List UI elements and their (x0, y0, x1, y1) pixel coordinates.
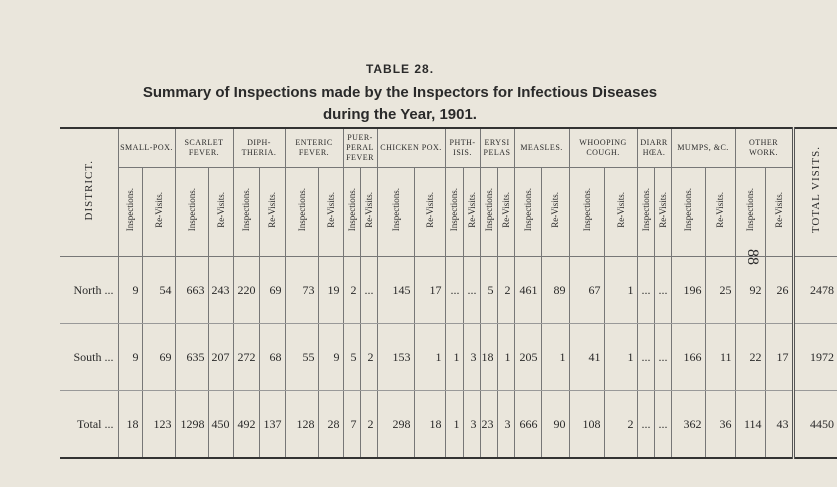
value-cell: 19 (318, 257, 343, 324)
revisits-header: Re-Visits. (604, 168, 637, 257)
value-cell: 43 (765, 391, 793, 459)
group-header: DIPH-THERIA. (233, 128, 285, 168)
value-cell: 243 (208, 257, 233, 324)
value-cell: ... (654, 324, 671, 391)
revisits-header: Re-Visits. (414, 168, 445, 257)
district-cell: South ... (60, 324, 118, 391)
inspections-header: Inspections. (285, 168, 318, 257)
value-cell: 36 (705, 391, 735, 459)
value-cell: 1 (414, 324, 445, 391)
value-cell: 18 (118, 391, 142, 459)
value-cell: 22 (735, 324, 765, 391)
value-cell: 2 (360, 391, 377, 459)
value-cell: 207 (208, 324, 233, 391)
value-cell: 69 (142, 324, 175, 391)
total-cell: 4450 (793, 391, 837, 459)
group-header: CHICKEN POX. (377, 128, 445, 168)
value-cell: 68 (259, 324, 285, 391)
value-cell: 90 (541, 391, 569, 459)
value-cell: 362 (671, 391, 705, 459)
inspections-header: Inspections. (514, 168, 541, 257)
value-cell: 3 (497, 391, 514, 459)
group-header: ENTERIC FEVER. (285, 128, 343, 168)
value-cell: 23 (480, 391, 497, 459)
table-row (60, 324, 837, 391)
revisits-header: Re-Visits. (142, 168, 175, 257)
total-cell: 2478 (793, 257, 837, 324)
value-cell: ... (637, 257, 654, 324)
value-cell: 5 (343, 324, 360, 391)
revisits-header: Re-Visits. (705, 168, 735, 257)
value-cell: 17 (414, 257, 445, 324)
value-cell: 461 (514, 257, 541, 324)
value-cell: 2 (497, 257, 514, 324)
value-cell: 153 (377, 324, 414, 391)
inspections-header: Inspections. (233, 168, 259, 257)
value-cell: 54 (142, 257, 175, 324)
subtitle-line-1: Summary of Inspections made by the Inspectors for Infectious Diseases (142, 84, 658, 101)
group-header: MUMPS, &C. (671, 128, 735, 168)
inspections-table (60, 127, 837, 459)
table-row (60, 391, 837, 459)
value-cell: 1 (541, 324, 569, 391)
district-cell: North ... (60, 257, 118, 324)
page-number: 88 (744, 249, 761, 265)
value-cell: 450 (208, 391, 233, 459)
group-header: ERYSI PELAS (480, 128, 514, 168)
revisits-header: Re-Visits. (259, 168, 285, 257)
value-cell: ... (654, 391, 671, 459)
value-cell: 114 (735, 391, 765, 459)
value-cell: 18 (480, 324, 497, 391)
revisits-header: Re-Visits. (360, 168, 377, 257)
value-cell: 2 (343, 257, 360, 324)
revisits-header: Re-Visits. (208, 168, 233, 257)
value-cell: 1 (604, 257, 637, 324)
revisits-header: Re-Visits. (497, 168, 514, 257)
value-cell: 2 (604, 391, 637, 459)
value-cell: 55 (285, 324, 318, 391)
value-cell: 666 (514, 391, 541, 459)
value-cell: 3 (463, 324, 480, 391)
value-cell: 89 (541, 257, 569, 324)
group-header: DIARR HŒA. (637, 128, 671, 168)
value-cell: 635 (175, 324, 208, 391)
value-cell: 298 (377, 391, 414, 459)
value-cell: 123 (142, 391, 175, 459)
value-cell: ... (360, 257, 377, 324)
inspections-header: Inspections. (569, 168, 604, 257)
table-row (60, 257, 837, 324)
value-cell: 28 (318, 391, 343, 459)
value-cell: 205 (514, 324, 541, 391)
value-cell: 2 (360, 324, 377, 391)
group-header: WHOOPING COUGH. (569, 128, 637, 168)
inspections-header: Inspections. (735, 168, 765, 257)
value-cell: 1298 (175, 391, 208, 459)
value-cell: 663 (175, 257, 208, 324)
value-cell: 1 (497, 324, 514, 391)
value-cell: ... (637, 391, 654, 459)
value-cell: 1 (604, 324, 637, 391)
revisits-header: Re-Visits. (765, 168, 793, 257)
group-header: OTHER WORK. (735, 128, 793, 168)
value-cell: 7 (343, 391, 360, 459)
value-cell: 26 (765, 257, 793, 324)
value-cell: 18 (414, 391, 445, 459)
value-cell: 128 (285, 391, 318, 459)
group-header: PHTH-ISIS. (445, 128, 480, 168)
value-cell: 166 (671, 324, 705, 391)
value-cell: 9 (118, 324, 142, 391)
revisits-header: Re-Visits. (318, 168, 343, 257)
value-cell: 196 (671, 257, 705, 324)
value-cell: 9 (318, 324, 343, 391)
value-cell: ... (463, 257, 480, 324)
value-cell: ... (445, 257, 463, 324)
value-cell: 67 (569, 257, 604, 324)
inspections-header: Inspections. (671, 168, 705, 257)
value-cell: 41 (569, 324, 604, 391)
group-header: SMALL-POX. (118, 128, 175, 168)
value-cell: 1 (445, 324, 463, 391)
value-cell: 5 (480, 257, 497, 324)
revisits-header: Re-Visits. (541, 168, 569, 257)
value-cell: 145 (377, 257, 414, 324)
value-cell: 492 (233, 391, 259, 459)
value-cell: 1 (445, 391, 463, 459)
inspections-header: Inspections. (480, 168, 497, 257)
value-cell: ... (637, 324, 654, 391)
revisits-header: Re-Visits. (654, 168, 671, 257)
value-cell: 11 (705, 324, 735, 391)
value-cell: 272 (233, 324, 259, 391)
value-cell: 25 (705, 257, 735, 324)
inspections-header: Inspections. (445, 168, 463, 257)
value-cell: 137 (259, 391, 285, 459)
value-cell: 69 (259, 257, 285, 324)
value-cell: 92 (735, 257, 765, 324)
total-visits-header: TOTAL VISITS. (793, 128, 837, 257)
value-cell: 3 (463, 391, 480, 459)
total-cell: 1972 (793, 324, 837, 391)
inspections-header: Inspections. (343, 168, 360, 257)
group-header: MEASLES. (514, 128, 569, 168)
value-cell: 108 (569, 391, 604, 459)
inspections-header: Inspections. (637, 168, 654, 257)
inspections-header: Inspections. (175, 168, 208, 257)
group-header: SCARLET FEVER. (175, 128, 233, 168)
district-header: DISTRICT. (60, 128, 118, 257)
inspections-header: Inspections. (118, 168, 142, 257)
group-header-row (60, 128, 837, 168)
district-cell: Total ... (60, 391, 118, 459)
table-subtitle (0, 82, 800, 126)
table-title: TABLE 28. (365, 62, 435, 76)
subtitle-line-2: during the Year, 1901. (323, 106, 477, 123)
value-cell: 9 (118, 257, 142, 324)
sub-header-row (60, 168, 837, 257)
inspections-header: Inspections. (377, 168, 414, 257)
value-cell: ... (654, 257, 671, 324)
value-cell: 17 (765, 324, 793, 391)
value-cell: 73 (285, 257, 318, 324)
value-cell: 220 (233, 257, 259, 324)
revisits-header: Re-Visits. (463, 168, 480, 257)
group-header: PUER-PERAL FEVER (343, 128, 377, 168)
